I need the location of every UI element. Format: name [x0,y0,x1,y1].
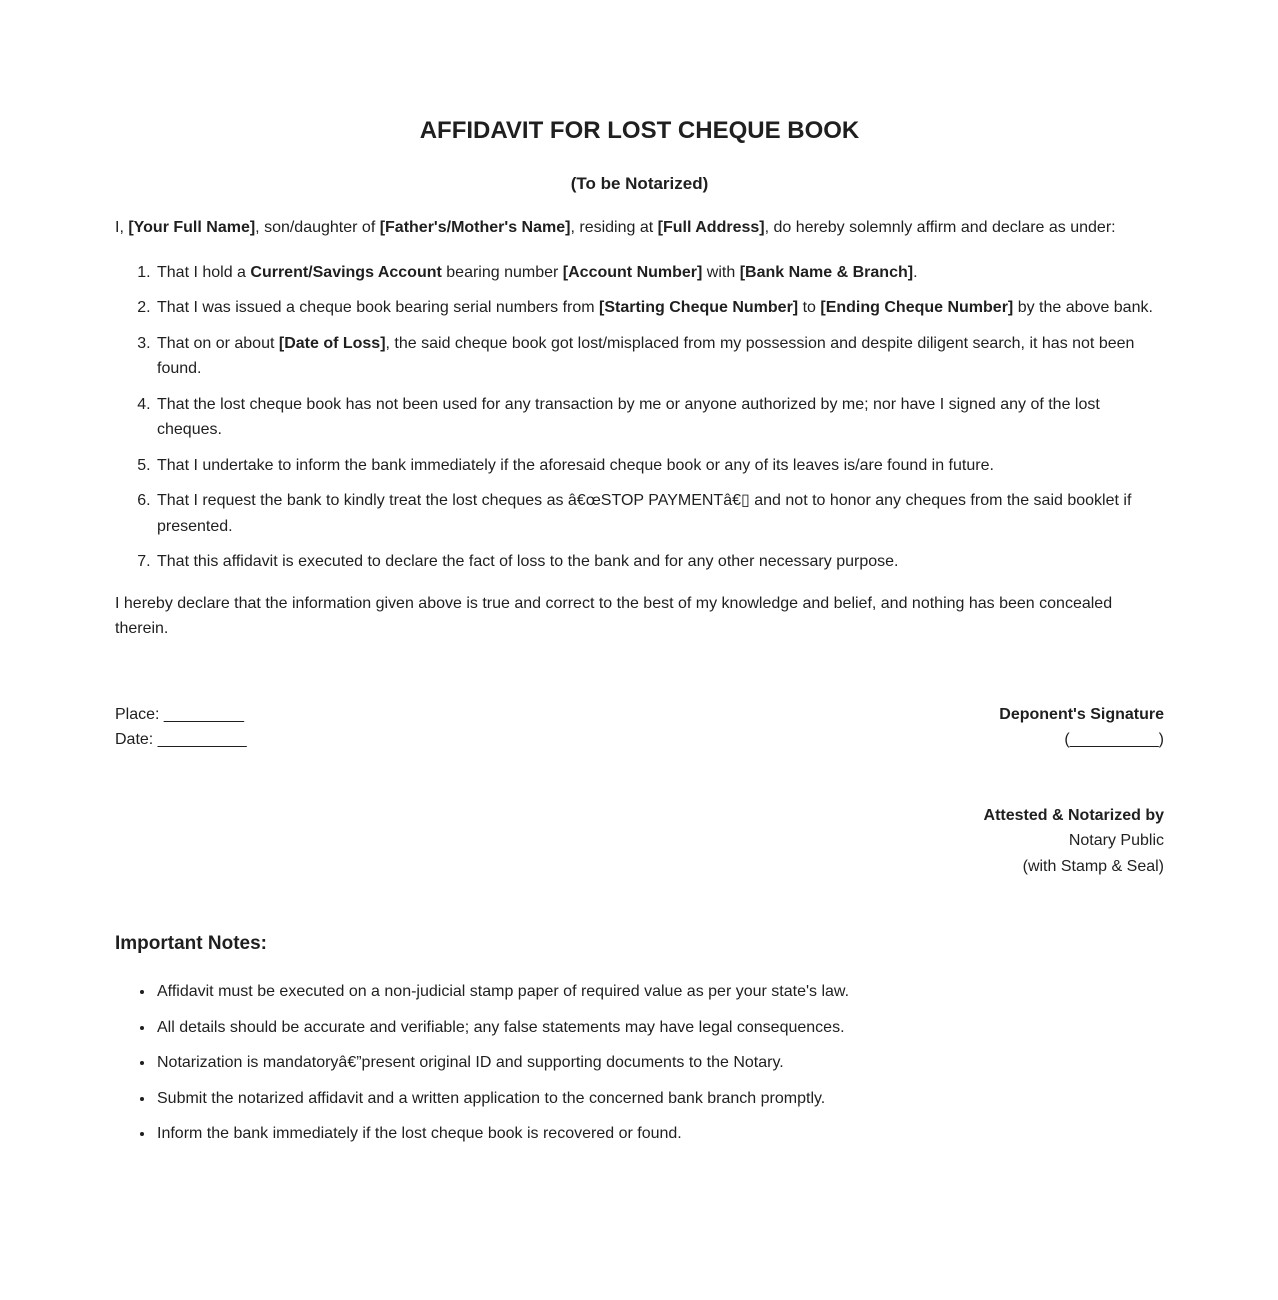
document-subtitle: (To be Notarized) [570,174,709,193]
affirmation-item-1 [155,260,1164,286]
notes-list [115,979,1164,1147]
affirmation-item-2 [155,295,1164,321]
date-line [115,727,247,753]
date-blank-line: __________ [157,731,247,748]
text-segment: . [913,263,918,281]
text-segment: , the said cheque book got lost/misplaced from my possession and despite diligent search, it has not been found. [157,334,1135,377]
affirmation-item-4 [155,392,1164,443]
text-segment: , do hereby solemnly affirm and declare as under: [764,219,1116,236]
text-segment: That I was issued a cheque book bearing serial numbers from [157,299,600,316]
note-item-2: • All details should be accurate and verifiable; any false statements may have legal consequences. [155,1015,1164,1041]
note-item-5: • Inform the bank immediately if the lost cheque book is recovered or found. [155,1121,1164,1147]
text-segment: That I hold a [157,263,251,281]
text-segment: That the lost cheque book has not been used for any transaction by me or anyone authorized by me; nor have I signed any of the lost cheques. [157,395,1100,438]
text-segment: , residing at [570,219,658,236]
placeholder-field: Current/Savings Account [250,263,442,281]
placeholder-field: [Account Number] [562,263,703,281]
notarization-block [115,803,1164,880]
text-segment: , son/daughter of [255,219,380,236]
declaration-paragraph: I hereby declare that the information given above is true and correct to the best of my knowledge and belief, and nothing has been concealed therein. [115,594,1113,637]
notary-public-line: Notary Public [1068,832,1164,849]
affirmation-item-6 [155,488,1164,539]
text-segment: bearing number [441,263,563,281]
text-segment: That this affidavit is executed to declare the fact of loss to the bank and for any other necessary purpose. [157,553,899,570]
text-segment: to [798,299,821,316]
document-title: AFFIDAVIT FOR LOST CHEQUE BOOK [419,117,860,144]
affirmation-item-7 [155,549,1164,575]
text-segment: That on or about [157,334,279,352]
affirmation-item-3 [155,331,1164,382]
place-label: Place: [115,705,160,723]
stamp-seal-line: (with Stamp & Seal) [1022,857,1164,875]
affirmation-item-5 [155,453,1164,479]
placeholder-field: [Date of Loss] [278,334,386,352]
deponent-signature-block [999,702,1164,753]
text-segment: That I undertake to inform the bank immediately if the aforesaid cheque book or any of its leaves is/are found in future. [157,456,994,474]
place-line [115,702,247,728]
place-blank-line: _________ [163,705,245,723]
placeholder-field: [Your Full Name] [128,219,256,236]
deponent-signature-blank-line: (__________) [1064,731,1164,748]
signature-section [115,702,1164,753]
text-segment: That I request the bank to kindly treat the lost cheques as â€œSTOP PAYMENTâ€▯ and not to honor any cheques from the said booklet if presented. [157,492,1132,535]
place-date-block [115,702,247,753]
text-segment: by the above bank. [1013,299,1153,316]
placeholder-field: [Bank Name & Branch] [739,263,914,281]
placeholder-field: [Ending Cheque Number] [820,299,1014,316]
note-item-3: • Notarization is mandatoryâ€”present original ID and supporting documents to the Notary. [155,1050,1164,1076]
placeholder-field: [Starting Cheque Number] [599,299,799,316]
placeholder-field: [Father's/Mother's Name] [379,219,571,236]
date-label: Date: [115,731,154,748]
intro-paragraph [115,215,1164,241]
placeholder-field: [Full Address] [657,219,765,236]
text-segment: I, [115,219,129,236]
deponent-signature-title: Deponent's Signature [999,705,1164,723]
notes-heading: Important Notes: [115,933,267,954]
affirmation-list [115,260,1164,575]
note-item-4: • Submit the notarized affidavit and a written application to the concerned bank branch promptly. [155,1086,1164,1112]
attested-by-line: Attested & Notarized by [983,806,1164,824]
text-segment: with [702,263,740,281]
note-item-1: • Affidavit must be executed on a non-judicial stamp paper of required value as per your state's law. [155,979,1164,1005]
